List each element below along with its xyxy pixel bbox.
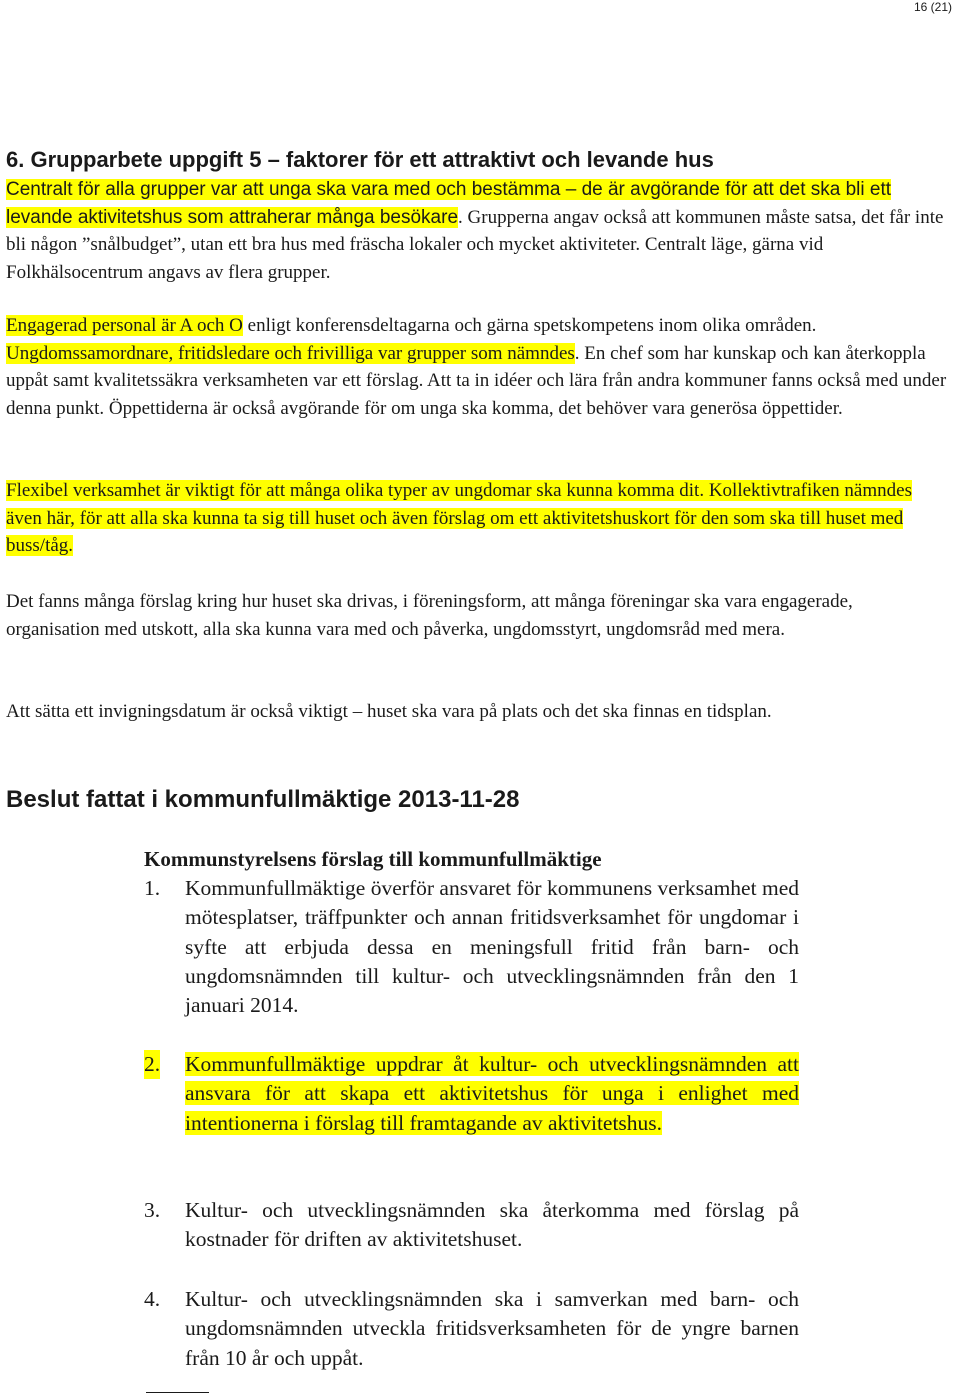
paragraph-inauguration: [6, 698, 950, 726]
item-number: 2.: [144, 1050, 160, 1079]
item-text: Kommunfullmäktige överför ansvaret för kommunens verksamhet med mötesplatser, träffpunkter och annan fritidsverksamhet för ungdomar i syfte att erbjuda dessa en meningsfull fritid från barn- och ungdomsnämnden till kultur- och utvecklingsnämnden från den 1 januari 2014.: [185, 876, 799, 1018]
paragraph-text: enligt konferensdeltagarna och gärna spetskompetens inom olika områden.: [242, 315, 817, 336]
decision-item: [144, 874, 799, 1020]
highlighted-text: Centralt för alla grupper var att unga ska vara med och bestämma – de är avgörande för att det ska bli ett levande aktivitetshus som attraherar många besökare: [6, 179, 892, 228]
highlighted-text: Ungdomssamordnare, fritidsledare och frivilliga var grupper som nämndes: [6, 342, 575, 364]
section-heading: 6. Grupparbete uppgift 5 – faktorer för ett attraktivt och levande hus: [6, 147, 714, 172]
paragraph-text: . Grupperna angav också att kommunen måste satsa, det får inte bli någon ”snålbudget”, utan ett bra hus med fräscha lokaler och mycket aktiviteter. Centralt läge, gärna vid Folkhälsocentrum angavs av flera grupper.: [6, 206, 944, 283]
item-number: 4.: [144, 1287, 161, 1311]
decision-item: [144, 1196, 799, 1255]
decision-item: [144, 1050, 799, 1138]
paragraph-staff: [6, 312, 950, 422]
page-number: 16 (21): [913, 0, 952, 14]
paragraph-text: Det fanns många förslag kring hur huset ska drivas, i föreningsform, att många föreningar ska vara engagerade, organisation med utskott, alla ska kunna vara med och påverka, ungdomsstyrt, ungdomsråd med mera.: [6, 591, 853, 640]
item-text: [185, 1050, 799, 1138]
item-text: Kultur- och utvecklingsnämnden ska i samverkan med barn- och ungdomsnämnden utveckla fritidsverksamheten för de yngre barnen från 10 år och uppåt.: [185, 1287, 799, 1370]
item-text: Kultur- och utvecklingsnämnden ska återkomma med förslag på kostnader för driften av aktivitetshuset.: [185, 1198, 799, 1252]
highlighted-text: Flexibel verksamhet är viktigt för att många olika typer av ungdomar ska kunna komma dit. Kollektivtrafiken nämndes även här, för att alla ska kunna ta sig till huset och även förslag om ett aktivitetshuskort för den som ska till huset med buss/tåg.: [6, 480, 912, 556]
highlighted-text: Engagerad personal är A och O: [6, 315, 243, 336]
footnote-separator: [146, 1392, 209, 1393]
paragraph-organisation: [6, 588, 950, 643]
paragraph-central-factors: [6, 176, 950, 286]
decision-item: [144, 1285, 799, 1373]
highlighted-text: Kommunfullmäktige uppdrar åt kultur- och utvecklingsnämnden att ansvara för att skapa ett aktivitetshus för unga i enlighet med intentionerna i förslag till framtagande av aktivitetshus.: [185, 1052, 799, 1135]
item-number: 1.: [144, 876, 161, 900]
paragraph-text: Att sätta ett invigningsdatum är också viktigt – huset ska vara på plats och det ska finnas en tidsplan.: [6, 701, 772, 722]
proposal-subheading: Kommunstyrelsens förslag till kommunfullmäktige: [144, 847, 602, 871]
decision-heading: Beslut fattat i kommunfullmäktige 2013-11-28: [6, 786, 520, 813]
paragraph-text: . En chef som har kunskap och kan återkoppla uppåt samt kvalitetssäkra verksamheten var ett förslag. Att ta in idéer och lära från andra kommuner fanns också med under denna punkt. Öppettiderna är också avgörande för om unga ska komma, det behöver vara generösa öppettider.: [6, 342, 947, 419]
item-number: 3.: [144, 1198, 161, 1222]
paragraph-flexible: [6, 477, 950, 560]
